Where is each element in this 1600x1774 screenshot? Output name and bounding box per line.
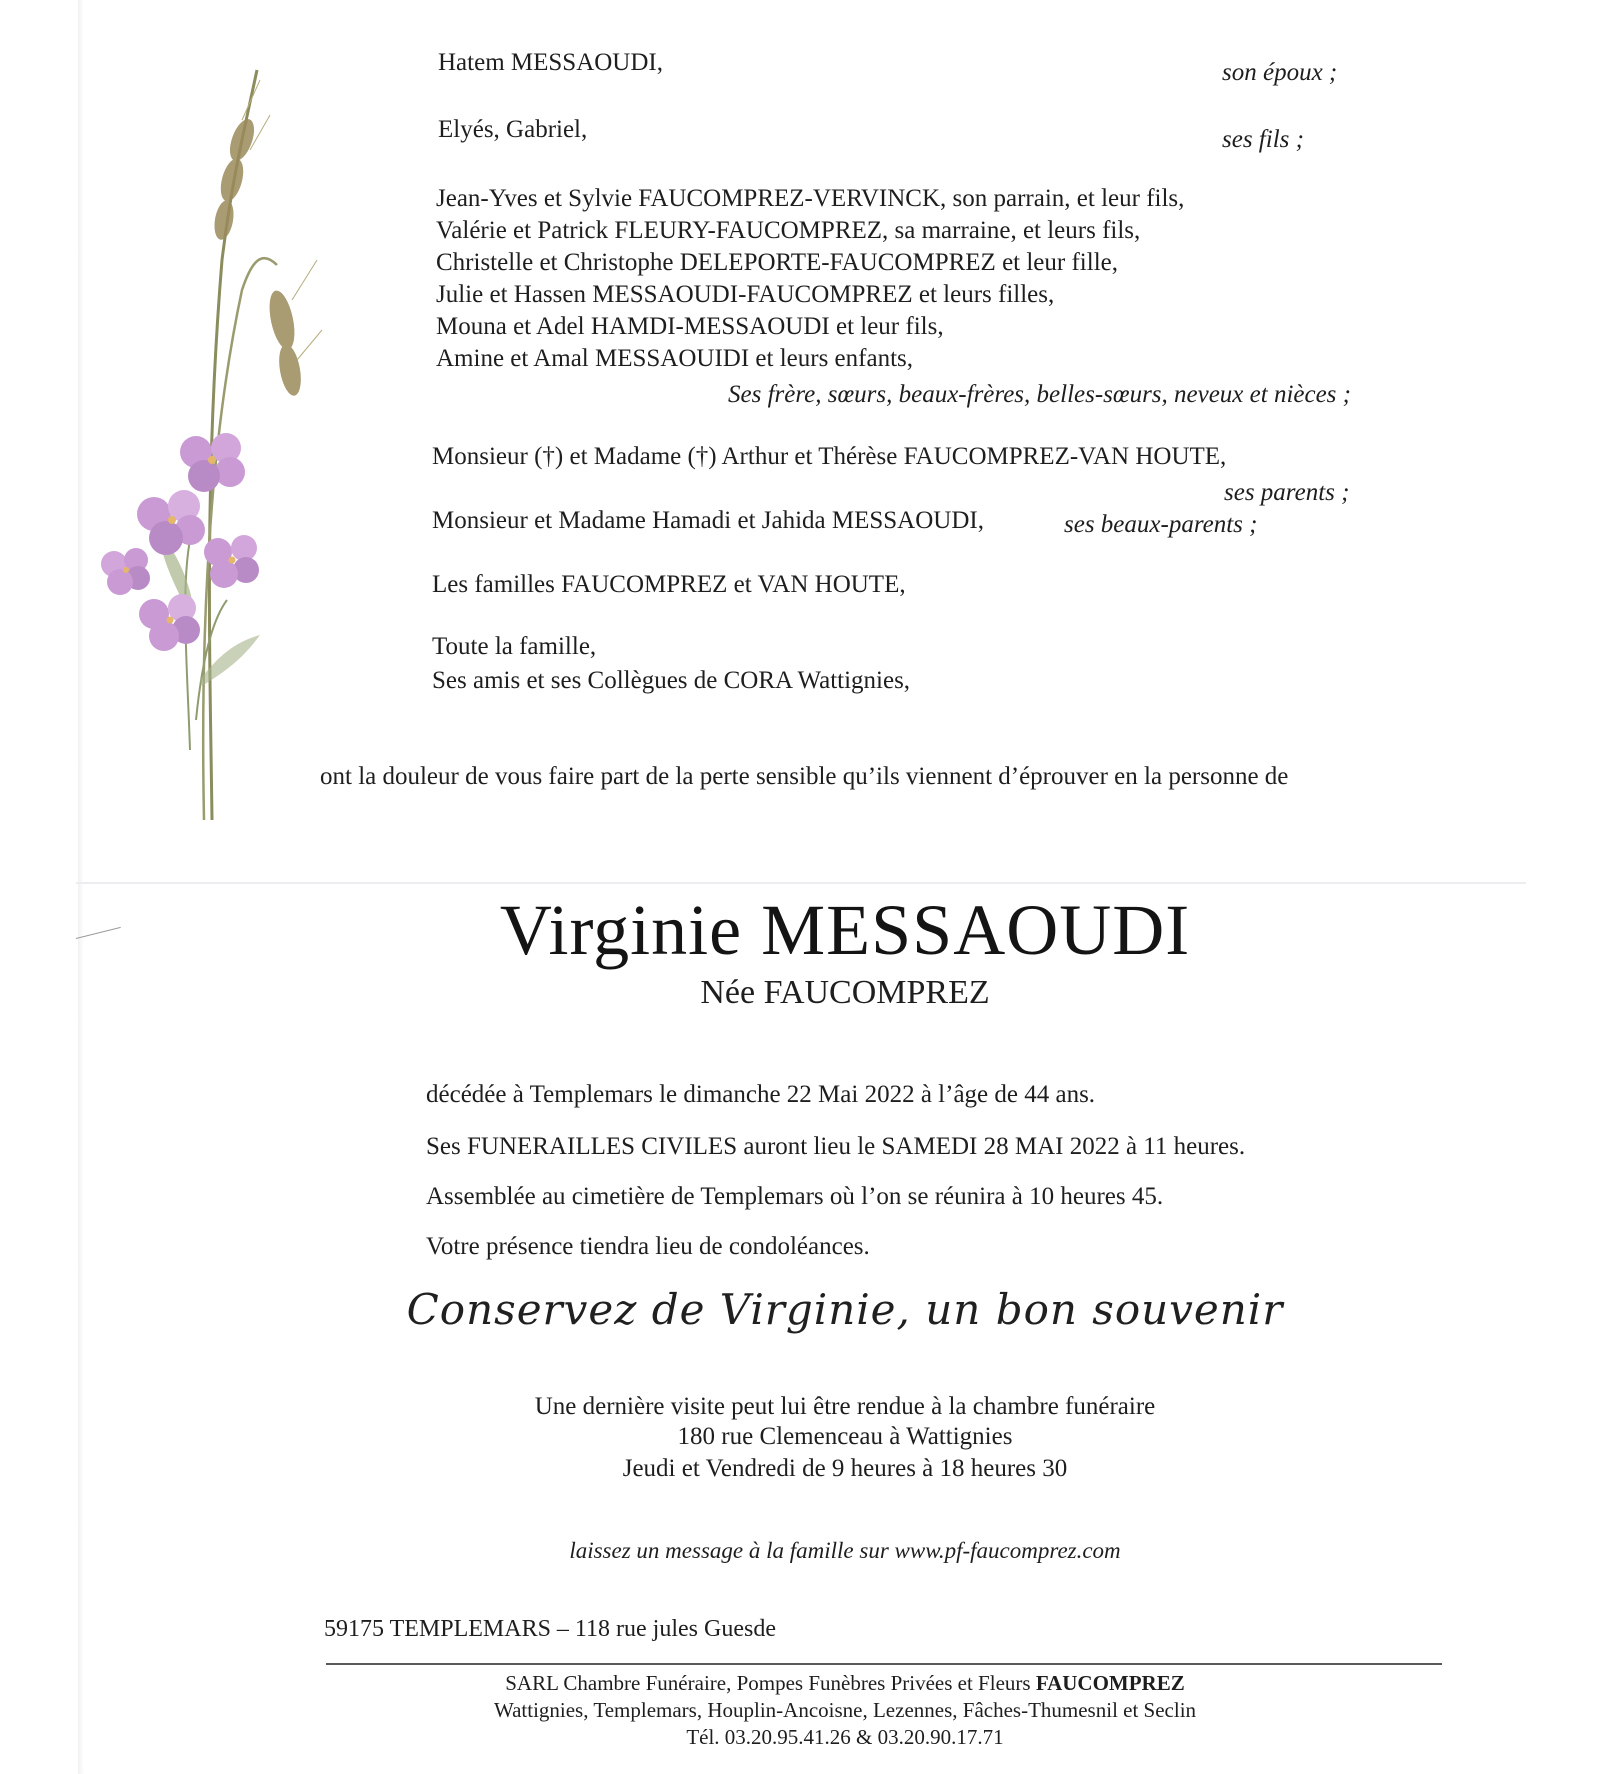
parents-role: ses parents ; <box>1224 479 1350 506</box>
spouse-role: son époux ; <box>1222 59 1338 86</box>
all-family-line: Toute la famille, <box>432 633 597 660</box>
sibling-line: Valérie et Patrick FLEURY-FAUCOMPREZ, sa marraine, et leurs fils, <box>436 217 1141 244</box>
detail-line: Votre présence tiendra lieu de condoléances. <box>426 1233 870 1260</box>
fold-line <box>76 882 1526 884</box>
flower-illustration <box>92 60 332 820</box>
memory-phrase: Conservez de Virginie, un bon souvenir <box>406 1285 1284 1334</box>
in-laws-names: Monsieur et Madame Hamadi et Jahida MESSAOUDI, <box>432 507 984 534</box>
friends-line: Ses amis et ses Collègues de CORA Wattignies, <box>432 667 911 694</box>
spouse-names: Hatem MESSAOUDI, <box>438 49 663 76</box>
visit-line: Jeudi et Vendredi de 9 heures à 18 heures 30 <box>622 1455 1068 1482</box>
page-shadow <box>78 0 84 1774</box>
message-line: laissez un message à la famille sur www.pf-faucomprez.com <box>569 1538 1121 1563</box>
footer-phone: Tél. 03.20.95.41.26 & 03.20.90.17.71 <box>686 1725 1004 1749</box>
footer-company <box>0 1670 1600 1696</box>
siblings-role: Ses frère, sœurs, beaux-frères, belles-sœurs, neveux et nièces ; <box>728 381 1351 408</box>
announcement-text: ont la douleur de vous faire part de la perte sensible qu’ils viennent d’éprouver en la personne de <box>320 763 1289 790</box>
footer-divider <box>326 1663 1442 1665</box>
in-laws-role: ses beaux-parents ; <box>1064 511 1258 538</box>
families-line: Les familles FAUCOMPREZ et VAN HOUTE, <box>432 571 906 598</box>
sons-role: ses fils ; <box>1222 126 1304 153</box>
detail-line: décédée à Templemars le dimanche 22 Mai 2022 à l’âge de 44 ans. <box>426 1081 1096 1108</box>
detail-line: Assemblée au cimetière de Templemars où l’on se réunira à 10 heures 45. <box>426 1183 1164 1210</box>
parents-names: Monsieur (†) et Madame (†) Arthur et Thérèse FAUCOMPREZ-VAN HOUTE, <box>432 443 1227 470</box>
sibling-line: Julie et Hassen MESSAOUDI-FAUCOMPREZ et leurs filles, <box>436 281 1055 308</box>
detail-line: Ses FUNERAILLES CIVILES auront lieu le SAMEDI 28 MAI 2022 à 11 heures. <box>426 1133 1246 1160</box>
sibling-line: Amine et Amal MESSAOUIDI et leurs enfants, <box>436 345 914 372</box>
sibling-line: Christelle et Christophe DELEPORTE-FAUCOMPREZ et leur fille, <box>436 249 1118 276</box>
deceased-name: Virginie MESSAOUDI <box>499 890 1191 970</box>
footer-brand: FAUCOMPREZ <box>1035 1671 1185 1695</box>
footer-company-prefix: SARL Chambre Funéraire, Pompes Funèbres Privées et Fleurs <box>505 1671 1036 1695</box>
sibling-line: Jean-Yves et Sylvie FAUCOMPREZ-VERVINCK, son parrain, et leur fils, <box>436 185 1185 212</box>
footer-locations: Wattignies, Templemars, Houplin-Ancoisne, Lezennes, Fâches-Thumesnil et Seclin <box>493 1698 1197 1722</box>
visit-line: Une dernière visite peut lui être rendue à la chambre funéraire <box>534 1393 1156 1420</box>
sibling-line: Mouna et Adel HAMDI-MESSAOUDI et leur fils, <box>436 313 944 340</box>
maiden-name: Née FAUCOMPREZ <box>700 974 990 1011</box>
left-margin <box>0 0 78 1774</box>
address-line: 59175 TEMPLEMARS – 118 rue jules Guesde <box>324 1616 776 1642</box>
visit-line: 180 rue Clemenceau à Wattignies <box>677 1423 1013 1450</box>
sons-names: Elyés, Gabriel, <box>438 116 588 143</box>
